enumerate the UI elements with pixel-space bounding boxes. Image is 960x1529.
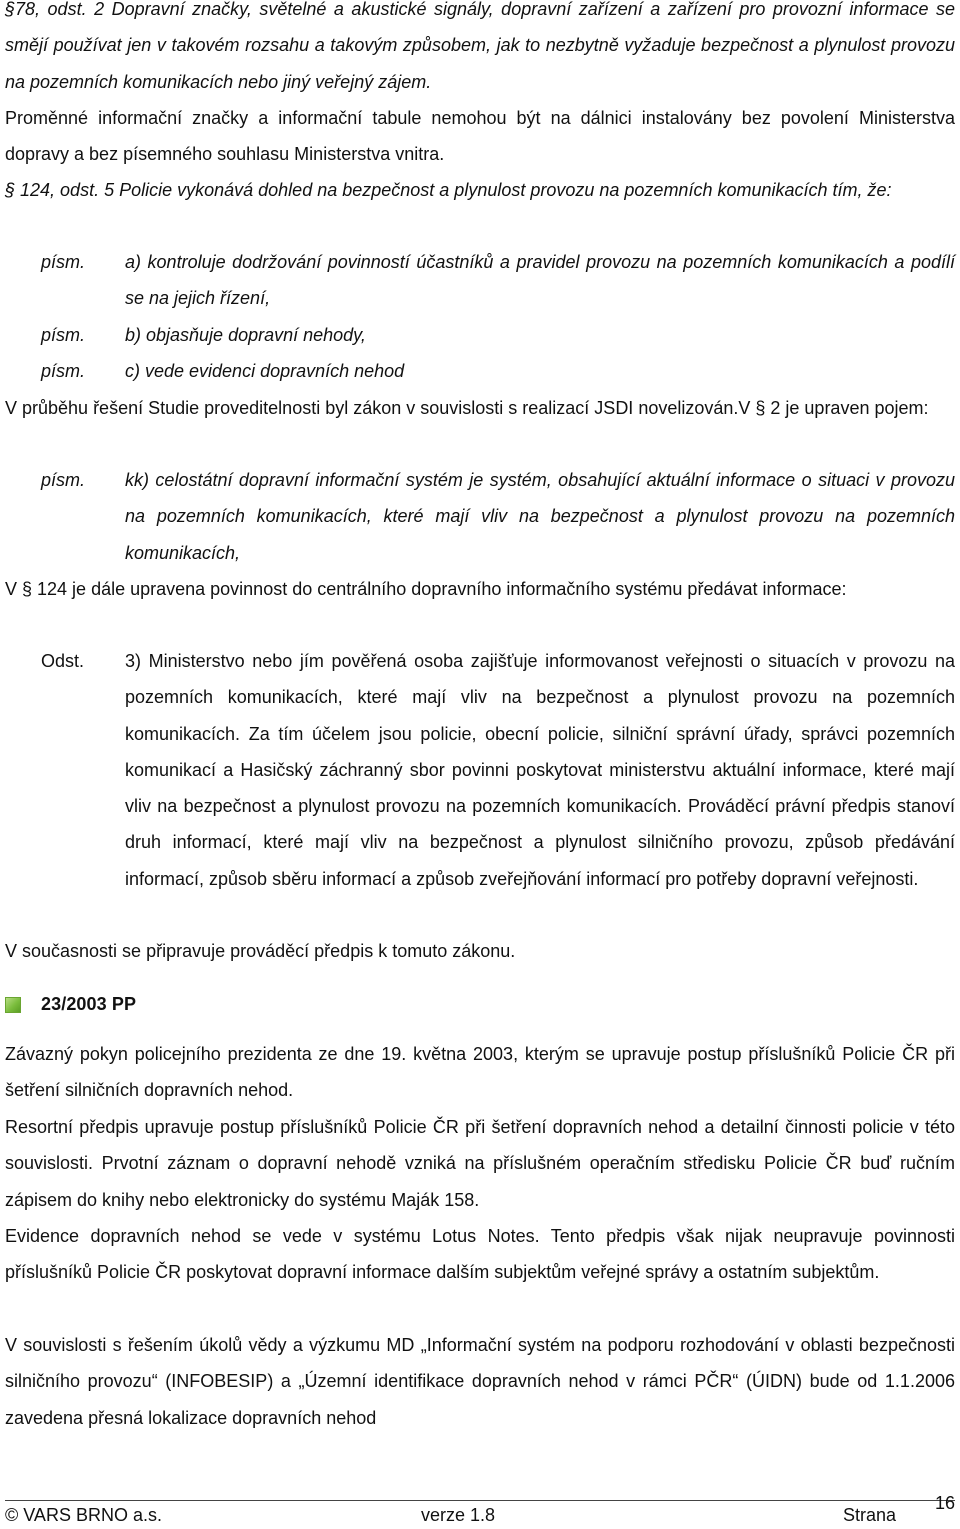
paragraph-variable-signs: Proměnné informační značky a informační tabule nemohou být na dálnici instalovány bez povolení Ministerstva dopravy a bez písemného souhlasu Ministerstva vnitra. xyxy=(5,108,955,165)
item-text: 3) Ministerstvo nebo jím pověřená osoba zajišťuje informovanost veřejnosti o situacích v provozu na pozemních komunikacích, které mají vliv na bezpečnost a plynulost provozu na pozemních komunikacích. Za tím účelem jsou policie, obecní policie, silniční správní úřady, správci pozemních komunikací a Hasičský záchranný sbor povinni poskytovat ministerstvu aktuální informace, které mají vliv na bezpečnost a plynulost provozu na pozemních komunikacích. Prováděcí právní předpis stanoví druh informací, které mají vliv na bezpečnost a plynulost silničního provozu, způsob předávání informací, způsob sběru informací a způsob zveřejňování informací pro potřeby dopravní veřejnosti. xyxy=(125,651,955,889)
paragraph-directive: Závazný pokyn policejního prezidenta ze dne 19. května 2003, kterým se upravuje postup příslušníků Policie ČR při šetření silničních dopravních nehod. xyxy=(5,1044,955,1101)
green-square-icon xyxy=(5,997,21,1013)
item-text: b) objasňuje dopravní nehody, xyxy=(125,324,366,345)
list-item xyxy=(5,244,955,317)
list-item xyxy=(5,462,955,571)
list-ministry xyxy=(5,643,955,897)
list-item xyxy=(5,317,955,353)
item-text: c) vede evidenci dopravních nehod xyxy=(125,360,405,381)
paragraph-124: § 124, odst. 5 Policie vykonává dohled na bezpečnost a plynulost provozu na pozemních komunikacích tím, že: xyxy=(5,180,892,200)
heading-text: 23/2003 PP xyxy=(41,994,137,1014)
paragraph-current: V současnosti se připravuje prováděcí předpis k tomuto zákonu. xyxy=(5,941,516,961)
item-key: písm. xyxy=(41,470,86,490)
item-key: písm. xyxy=(41,252,86,272)
footer-page-number: 16 xyxy=(934,1493,955,1513)
paragraph-duty-124: V § 124 je dále upravena povinnost do centrálního dopravního informačního systému předávat informace: xyxy=(5,579,847,599)
footer-page-label: Strana xyxy=(843,1505,897,1525)
item-text: a) kontroluje dodržování povinností účastníků a pravidel provozu na pozemních komunikacích a podílí se na jejich řízení, xyxy=(125,252,955,309)
paragraph-evidence: Evidence dopravních nehod se vede v systému Lotus Notes. Tento předpis však nijak neupravuje povinnosti příslušníků Policie ČR poskytovat dopravní informace dalším subjektům veřejné správy a ostatním subjektům. xyxy=(5,1226,955,1283)
item-key: Odst. xyxy=(41,651,85,671)
list-item xyxy=(5,353,955,389)
footer-company: © VARS BRNO a.s. xyxy=(5,1505,162,1525)
list-item xyxy=(5,643,955,897)
page-footer xyxy=(5,1493,955,1529)
item-text: kk) celostátní dopravní informační systém je systém, obsahující aktuální informace o situaci v provozu na pozemních komunikacích, které mají vliv na bezpečnost a plynulost provozu na pozemních komunikacích, xyxy=(125,470,955,563)
section-heading xyxy=(5,994,136,1015)
paragraph-resort: Resortní předpis upravuje postup příslušníků Policie ČR při šetření dopravních nehod a detailní činnosti policie v této souvislosti. Prvotní záznam o dopravní nehodě vzniká na příslušném operačním středisku Policie ČR buď ručním zápisem do knihy nebo elektronicky do systému Maják 158. xyxy=(5,1117,955,1210)
paragraph-amendment: V průběhu řešení Studie proveditelnosti byl zákon v souvislosti s realizací JSDI novelizován.V § 2 je upraven pojem: xyxy=(5,398,929,418)
paragraph-research: V souvislosti s řešením úkolů vědy a výzkumu MD „Informační systém na podporu rozhodování v oblasti bezpečnosti silničního provozu“ (INFOBESIP) a „Územní identifikace dopravních nehod v rámci PČR“ (ÚIDN) bude od 1.1.2006 zavedena přesná lokalizace dopravních nehod xyxy=(5,1335,955,1428)
list-definition xyxy=(5,462,955,571)
item-key: písm. xyxy=(41,324,86,345)
footer-version: verze 1.8 xyxy=(421,1505,496,1525)
list-police-duties xyxy=(5,244,955,389)
paragraph-78: §78, odst. 2 Dopravní značky, světelné a akustické signály, dopravní zařízení a zařízení pro provozní informace se smějí používat jen v takovém rozsahu a takovým způsobem, jak to nezbytně vyžaduje bezpečnost a plynulost provozu na pozemních komunikacích nebo jiný veřejný zájem. xyxy=(5,0,955,92)
item-key: písm. xyxy=(41,360,86,381)
